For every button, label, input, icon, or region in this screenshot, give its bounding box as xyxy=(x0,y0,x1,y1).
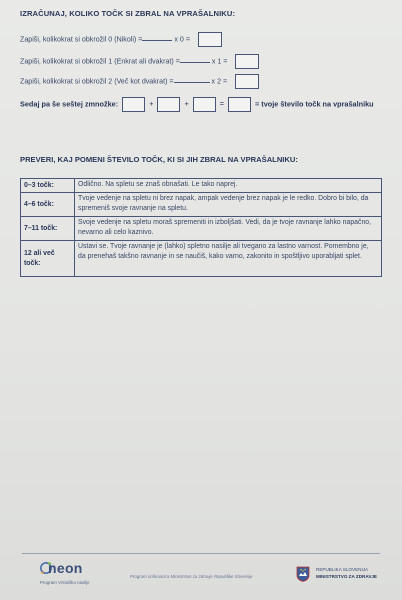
multiplier-label: x 2 = xyxy=(211,77,228,86)
count-blank-field[interactable] xyxy=(174,76,210,83)
range-cell: 7–11 točk: xyxy=(21,217,75,241)
evaluation-table xyxy=(20,178,382,277)
range-cell: 0–3 točk: xyxy=(21,179,75,193)
count-blank-field[interactable] xyxy=(142,34,172,41)
description-cell: Ustavi se. Tvoje ravnanje je (lahko) spletno nasilje ali tvegano za lastno varnost. Pomembno je, da prenehaš takšno ravnanje in se naučiš, kako varno, zakonito in spoštljivo uporabljati splet. xyxy=(75,241,382,277)
count-row-label: Zapiši, kolikokrat si obkrožil 2 (Več kot dvakrat) = xyxy=(20,77,174,86)
table-row xyxy=(21,217,382,241)
multiplier-label: x 0 = xyxy=(174,35,190,44)
sum-prefix: Sedaj pa še seštej zmnožke: xyxy=(20,99,119,109)
total-box[interactable] xyxy=(228,97,251,112)
description-cell: Tvoje vedenje na spletu ni brez napak, ampak vedenje brez napak je le redko. Dobro bi bilo, da spremeniš svoje ravnanje na spletu. xyxy=(75,193,382,217)
heading-calculate-points: IZRAČUNAJ, KOLIKO TOČK SI ZBRAL NA VPRAŠALNIKU: xyxy=(20,9,236,18)
sum-suffix: = tvoje število točk na vprašalniku xyxy=(255,99,374,109)
plus-sign: + xyxy=(149,99,154,109)
plus-sign: + xyxy=(184,99,189,109)
count-blank-field[interactable] xyxy=(180,56,210,63)
count-row-0 xyxy=(20,32,222,47)
table-row xyxy=(21,179,382,193)
product-box[interactable] xyxy=(235,74,259,89)
heading-check-meaning: PREVERI, KAJ POMENI ŠTEVILO TOČK, KI SI JIH ZBRAL NA VPRAŠALNIKU: xyxy=(20,155,298,164)
logo-brand: neon xyxy=(48,560,83,576)
range-cell: 12 ali več točk: xyxy=(21,241,75,277)
count-row-label: Zapiši, kolikokrat si obkrožil 0 (Nikoli) = xyxy=(20,35,143,44)
equals-sign: = xyxy=(219,99,224,109)
neon-logo xyxy=(40,559,110,589)
ministry-logo xyxy=(296,565,386,585)
table-row xyxy=(21,193,382,217)
description-cell: Svoje vedenje na spletu moraš spremeniti in izboljšati. Vedi, da je tvoje ravnanje lahko napačno, nevarno ali celo kaznivo. xyxy=(75,217,382,241)
multiplier-label: x 1 = xyxy=(211,57,228,66)
product-box[interactable] xyxy=(235,54,259,69)
ministry-name: MINISTRSTVO ZA ZDRAVJE xyxy=(316,574,377,579)
sum-box-1[interactable] xyxy=(122,97,145,112)
product-box[interactable] xyxy=(198,32,222,47)
count-row-1 xyxy=(20,54,259,69)
range-cell: 4–6 točk: xyxy=(21,193,75,217)
sum-row xyxy=(20,97,380,112)
description-cell: Odlično. Na spletu se znaš obnašati. Le tako naprej. xyxy=(75,179,382,193)
footer-divider xyxy=(22,553,380,554)
sum-box-2[interactable] xyxy=(157,97,180,112)
table-row xyxy=(21,241,382,277)
count-row-label: Zapiši, kolikokrat si obkrožil 1 (Enkrat ali dvakrat) = xyxy=(20,57,180,66)
sum-box-3[interactable] xyxy=(193,97,216,112)
slovenia-crest-icon xyxy=(296,566,310,582)
funding-note: Program sofinancira Ministrstvo za zdravje Republike Slovenije xyxy=(130,574,253,579)
ministry-country: REPUBLIKA SLOVENIJA xyxy=(316,567,369,572)
count-row-2 xyxy=(20,74,259,89)
logo-tagline: Program Vrstniško nasilje xyxy=(40,580,90,585)
